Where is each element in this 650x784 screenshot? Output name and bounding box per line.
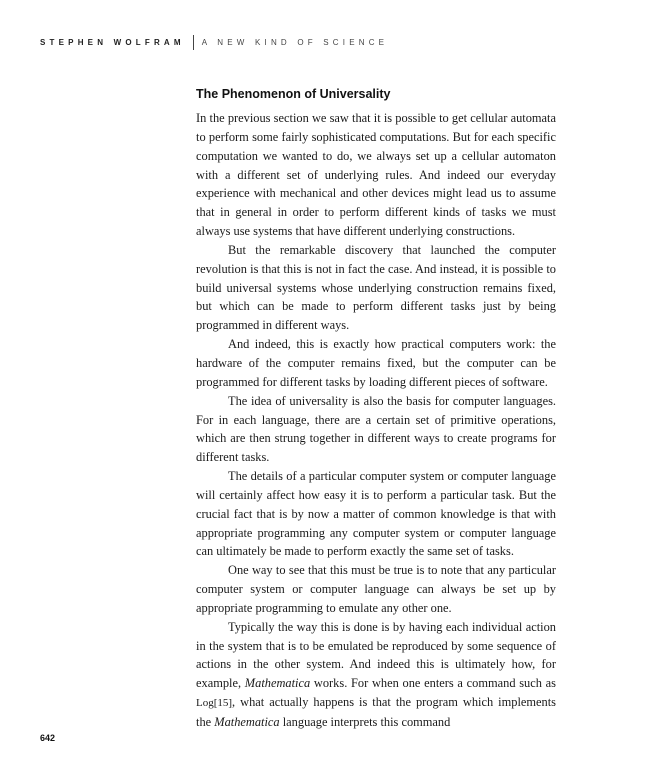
page-number: 642 [40, 733, 56, 743]
paragraph-7-text: Typically the way this is done is by having each individual action in the system that is to be emulated be reproduced by some sequence of actions in the other system. And indeed this is ultimately how, for example, [196, 619, 556, 691]
mathematica-italic: Mathematica [244, 676, 311, 691]
running-head-author: STEPHEN WOLFRAM [40, 38, 185, 47]
paragraph-7-text: language interprets this command [279, 715, 451, 729]
paragraph-1: In the previous section we saw that it is possible to get cellular automata to perform some fairly sophisticated computations. But for each specific computation we wanted to do, we always set up a cellular automaton with a different set of underlying rules. And indeed our everyday experience with mechanical and other devices might lead us to assume that in general in order to perform different kinds of tasks we must always use systems that have different underlying constructions. [196, 111, 556, 239]
running-head-book-title: A NEW KIND OF SCIENCE [201, 38, 389, 47]
mathematica-italic: Mathematica [214, 715, 280, 729]
running-head [40, 35, 388, 50]
paragraph-2: But the remarkable discovery that launched the computer revolution is that this is not in fact the case. And instead, it is possible to build universal systems whose underlying construction remains fixed, but which can be made to perform different tasks just by being programmed in different ways. [196, 242, 556, 333]
section-title: The Phenomenon of Universality [196, 87, 391, 101]
body-text [196, 109, 556, 732]
paragraph-6: One way to see that this must be true is to note that any particular computer system or computer language can always be set up by appropriate programming to emulate any other one. [196, 563, 556, 615]
paragraph-3: And indeed, this is exactly how practical computers work: the hardware of the computer remains fixed, but the computer can be programmed for different tasks by loading different pieces of software. [196, 337, 556, 389]
paragraph-5: The details of a particular computer system or computer language will certainly affect how easy it is to perform a particular task. But the crucial fact that is by now a matter of common knowledge is that with appropriate programming any computer system or computer language can ultimately be made to perform exactly the same set of tasks. [196, 469, 556, 559]
paragraph-7-text: works. For when one enters a command such as [310, 676, 556, 691]
running-head-divider [193, 35, 194, 50]
code-log15: Log[15] [196, 697, 233, 710]
paragraph-7 [196, 618, 556, 732]
paragraph-7-text: , what actually happens is that the program which implements the [196, 695, 556, 729]
paragraph-4: The idea of universality is also the basis for computer languages. For in each language, there are a certain set of primitive operations, which are then strung together in different ways to create programs for different tasks. [196, 393, 556, 465]
